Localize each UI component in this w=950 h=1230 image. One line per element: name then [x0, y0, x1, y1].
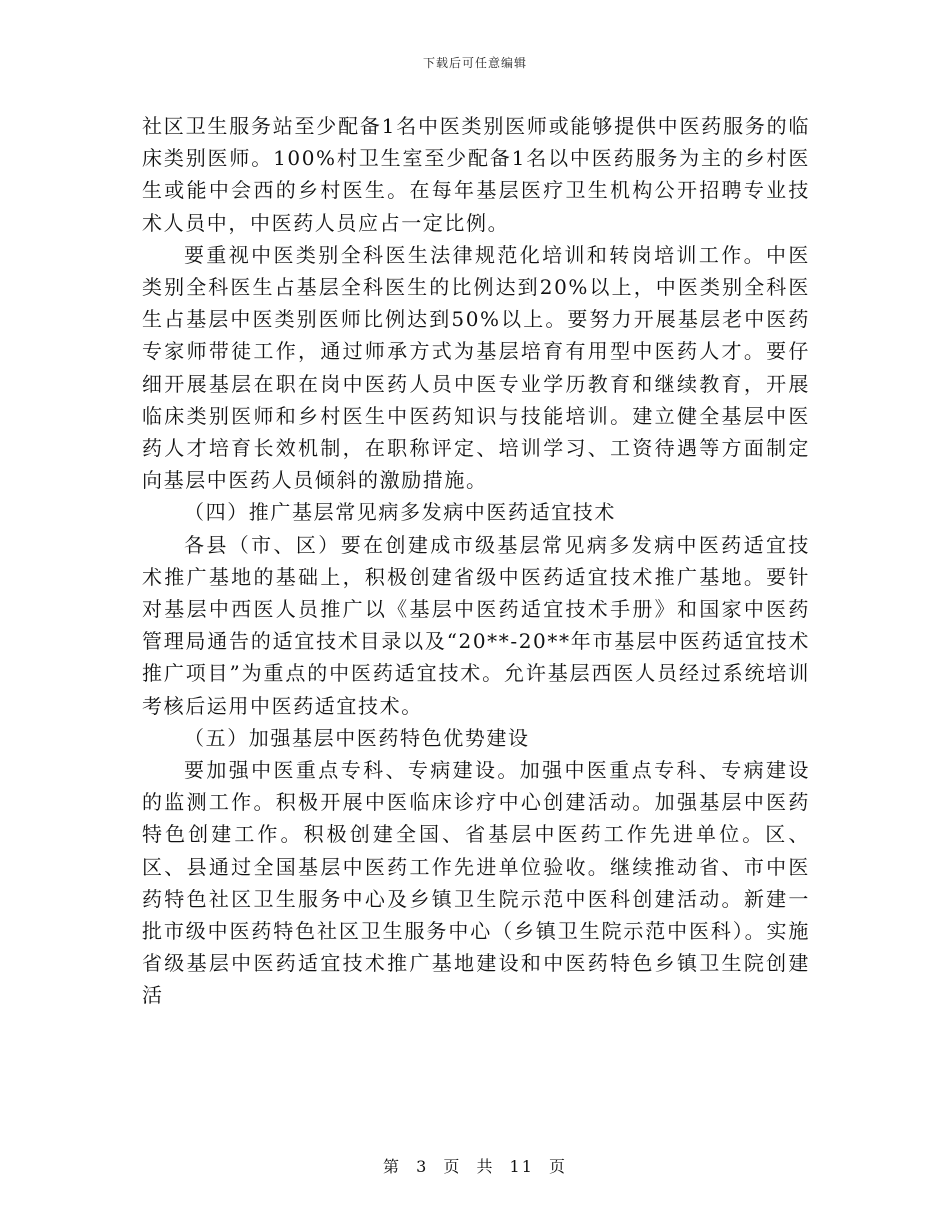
section-heading: （五）加强基层中医药特色优势建设	[184, 725, 530, 750]
paragraph: 要加强中医重点专科、专病建设。加强中医重点专科、专病建设的监测工作。积极开展中医临床诊疗中心创建活动。加强基层中医药特色创建工作。积极创建全国、省基层中医药工作先进单位。区、区、县通过全国基层中医药工作先进单位验收。继续推动省、市中医药特色社区卫生服务中心及乡镇卫生院示范中医科创建活动。新建一批市级中医药特色社区卫生服务中心（乡镇卫生院示范中医科）。实施省级基层中医药适宜技术推广基地建设和中医药特色乡镇卫生院创建活	[142, 758, 810, 1008]
paragraph: 各县（市、区）要在创建成市级基层常见病多发病中医药适宜技术推广基地的基础上，积极创建省级中医药适宜技术推广基地。要针对基层中西医人员推广以《基层中医药适宜技术手册》和国家中医药管理局通告的适宜技术目录以及“20**-20**年市基层中医药适宜技术推广项目”为重点的中医药适宜技术。允许基层西医人员经过系统培训考核后运用中医药适宜技术。	[142, 532, 810, 718]
page-number: 第 3 页 共 11 页	[383, 1157, 567, 1176]
paragraph: 要重视中医类别全科医生法律规范化培训和转岗培训工作。中医类别全科医生占基层全科医生的比例达到20%以上，中医类别全科医生占基层中医类别医师比例达到50%以上。要努力开展基层老中医药专家师带徒工作，通过师承方式为基层培育有用型中医药人才。要仔细开展基层在职在岗中医药人员中医专业学历教育和继续教育，开展临床类别医师和乡村医生中医药知识与技能培训。建立健全基层中医药人才培育长效机制，在职称评定、培训学习、工资待遇等方面制定向基层中医药人员倾斜的激励措施。	[142, 242, 810, 493]
paragraph: 社区卫生服务站至少配备1名中医类别医师或能够提供中医药服务的临床类别医师。100%村卫生室至少配备1名以中医药服务为主的乡村医生或能中会西的乡村医生。在每年基层医疗卫生机构公开招聘专业技术人员中，中医药人员应占一定比例。	[142, 114, 810, 235]
document-body	[142, 110, 810, 1012]
page-header: 下载后可任意编辑	[422, 56, 527, 70]
section-heading: （四）推广基层常见病多发病中医药适宜技术	[184, 500, 616, 525]
